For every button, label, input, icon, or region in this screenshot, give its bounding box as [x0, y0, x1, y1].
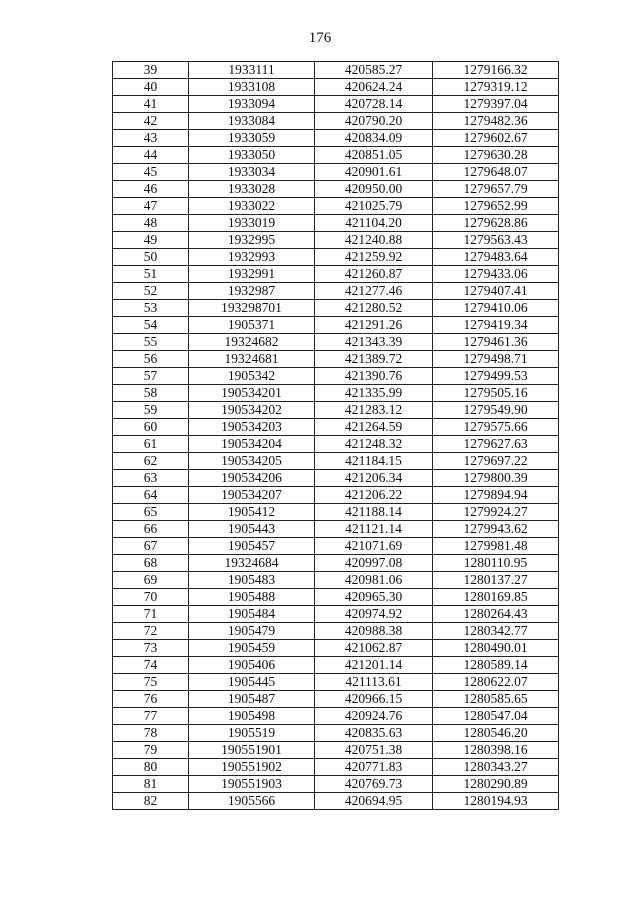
y-coordinate-cell: 1279419.34: [433, 317, 559, 334]
point-id-cell: 190534202: [189, 402, 315, 419]
point-id-cell: 1933022: [189, 198, 315, 215]
y-coordinate-cell: 1279461.36: [433, 334, 559, 351]
row-index-cell: 57: [113, 368, 189, 385]
x-coordinate-cell: 420924.76: [315, 708, 433, 725]
table-row: [113, 691, 559, 708]
x-coordinate-cell: 420771.83: [315, 759, 433, 776]
x-coordinate-cell: 421280.52: [315, 300, 433, 317]
table-row: [113, 470, 559, 487]
y-coordinate-cell: 1279499.53: [433, 368, 559, 385]
y-coordinate-cell: 1279498.71: [433, 351, 559, 368]
point-id-cell: 190534207: [189, 487, 315, 504]
point-id-cell: 1905498: [189, 708, 315, 725]
table-row: [113, 62, 559, 79]
x-coordinate-cell: 421201.14: [315, 657, 433, 674]
table-row: [113, 572, 559, 589]
point-id-cell: 1933019: [189, 215, 315, 232]
point-id-cell: 1905406: [189, 657, 315, 674]
point-id-cell: 190534205: [189, 453, 315, 470]
row-index-cell: 56: [113, 351, 189, 368]
row-index-cell: 67: [113, 538, 189, 555]
table-row: [113, 640, 559, 657]
y-coordinate-cell: 1279697.22: [433, 453, 559, 470]
row-index-cell: 82: [113, 793, 189, 810]
point-id-cell: 1905457: [189, 538, 315, 555]
y-coordinate-cell: 1280547.04: [433, 708, 559, 725]
x-coordinate-cell: 420851.05: [315, 147, 433, 164]
row-index-cell: 65: [113, 504, 189, 521]
table-row: [113, 249, 559, 266]
x-coordinate-cell: 421264.59: [315, 419, 433, 436]
x-coordinate-cell: 420769.73: [315, 776, 433, 793]
table-row: [113, 232, 559, 249]
table-row: [113, 181, 559, 198]
x-coordinate-cell: 420965.30: [315, 589, 433, 606]
y-coordinate-cell: 1279483.64: [433, 249, 559, 266]
y-coordinate-cell: 1280290.89: [433, 776, 559, 793]
y-coordinate-cell: 1280169.85: [433, 589, 559, 606]
x-coordinate-cell: 420988.38: [315, 623, 433, 640]
table-row: [113, 504, 559, 521]
row-index-cell: 54: [113, 317, 189, 334]
x-coordinate-cell: 421104.20: [315, 215, 433, 232]
table-row: [113, 96, 559, 113]
y-coordinate-cell: 1280343.27: [433, 759, 559, 776]
point-id-cell: 1905484: [189, 606, 315, 623]
y-coordinate-cell: 1279627.63: [433, 436, 559, 453]
row-index-cell: 46: [113, 181, 189, 198]
y-coordinate-cell: 1279166.32: [433, 62, 559, 79]
row-index-cell: 71: [113, 606, 189, 623]
x-coordinate-cell: 421390.76: [315, 368, 433, 385]
table-row: [113, 521, 559, 538]
table-row: [113, 793, 559, 810]
y-coordinate-cell: 1279407.41: [433, 283, 559, 300]
y-coordinate-cell: 1279575.66: [433, 419, 559, 436]
point-id-cell: 1905479: [189, 623, 315, 640]
row-index-cell: 45: [113, 164, 189, 181]
point-id-cell: 1905488: [189, 589, 315, 606]
y-coordinate-cell: 1279628.86: [433, 215, 559, 232]
row-index-cell: 40: [113, 79, 189, 96]
table-row: [113, 215, 559, 232]
table-row: [113, 589, 559, 606]
x-coordinate-cell: 421113.61: [315, 674, 433, 691]
table-row: [113, 283, 559, 300]
row-index-cell: 78: [113, 725, 189, 742]
table-row: [113, 164, 559, 181]
x-coordinate-cell: 421260.87: [315, 266, 433, 283]
row-index-cell: 53: [113, 300, 189, 317]
x-coordinate-cell: 421188.14: [315, 504, 433, 521]
point-id-cell: 193298701: [189, 300, 315, 317]
table-row: [113, 79, 559, 96]
row-index-cell: 39: [113, 62, 189, 79]
x-coordinate-cell: 420950.00: [315, 181, 433, 198]
point-id-cell: 190534201: [189, 385, 315, 402]
x-coordinate-cell: 421389.72: [315, 351, 433, 368]
table-row: [113, 385, 559, 402]
table-row: [113, 130, 559, 147]
point-id-cell: 1933111: [189, 62, 315, 79]
table-row: [113, 657, 559, 674]
x-coordinate-cell: 421335.99: [315, 385, 433, 402]
y-coordinate-cell: 1280490.01: [433, 640, 559, 657]
y-coordinate-cell: 1279924.27: [433, 504, 559, 521]
x-coordinate-cell: 421062.87: [315, 640, 433, 657]
table-row: [113, 674, 559, 691]
point-id-cell: 1932993: [189, 249, 315, 266]
x-coordinate-cell: 421025.79: [315, 198, 433, 215]
x-coordinate-cell: 421283.12: [315, 402, 433, 419]
row-index-cell: 76: [113, 691, 189, 708]
point-id-cell: 1905459: [189, 640, 315, 657]
x-coordinate-cell: 420751.38: [315, 742, 433, 759]
table-row: [113, 436, 559, 453]
y-coordinate-cell: 1280110.95: [433, 555, 559, 572]
row-index-cell: 77: [113, 708, 189, 725]
y-coordinate-cell: 1279657.79: [433, 181, 559, 198]
table-row: [113, 368, 559, 385]
point-id-cell: 1905342: [189, 368, 315, 385]
table-row: [113, 487, 559, 504]
x-coordinate-cell: 420624.24: [315, 79, 433, 96]
x-coordinate-cell: 421248.32: [315, 436, 433, 453]
table-row: [113, 538, 559, 555]
row-index-cell: 70: [113, 589, 189, 606]
y-coordinate-cell: 1279505.16: [433, 385, 559, 402]
table-row: [113, 198, 559, 215]
x-coordinate-cell: 421291.26: [315, 317, 433, 334]
point-id-cell: 1932995: [189, 232, 315, 249]
y-coordinate-cell: 1280194.93: [433, 793, 559, 810]
x-coordinate-cell: 421259.92: [315, 249, 433, 266]
y-coordinate-cell: 1279397.04: [433, 96, 559, 113]
row-index-cell: 75: [113, 674, 189, 691]
point-id-cell: 1905371: [189, 317, 315, 334]
point-id-cell: 1933034: [189, 164, 315, 181]
coordinate-table: [112, 61, 559, 810]
y-coordinate-cell: 1280585.65: [433, 691, 559, 708]
row-index-cell: 51: [113, 266, 189, 283]
x-coordinate-cell: 420974.92: [315, 606, 433, 623]
x-coordinate-cell: 421240.88: [315, 232, 433, 249]
y-coordinate-cell: 1279482.36: [433, 113, 559, 130]
row-index-cell: 62: [113, 453, 189, 470]
point-id-cell: 19324684: [189, 555, 315, 572]
row-index-cell: 69: [113, 572, 189, 589]
table-row: [113, 351, 559, 368]
x-coordinate-cell: 420997.08: [315, 555, 433, 572]
y-coordinate-cell: 1279549.90: [433, 402, 559, 419]
y-coordinate-cell: 1280137.27: [433, 572, 559, 589]
row-index-cell: 60: [113, 419, 189, 436]
row-index-cell: 49: [113, 232, 189, 249]
x-coordinate-cell: 420834.09: [315, 130, 433, 147]
y-coordinate-cell: 1279563.43: [433, 232, 559, 249]
y-coordinate-cell: 1279943.62: [433, 521, 559, 538]
point-id-cell: 190534206: [189, 470, 315, 487]
point-id-cell: 19324681: [189, 351, 315, 368]
point-id-cell: 1905519: [189, 725, 315, 742]
point-id-cell: 1905412: [189, 504, 315, 521]
row-index-cell: 59: [113, 402, 189, 419]
row-index-cell: 66: [113, 521, 189, 538]
point-id-cell: 1933050: [189, 147, 315, 164]
x-coordinate-cell: 420901.61: [315, 164, 433, 181]
row-index-cell: 61: [113, 436, 189, 453]
coordinate-table-body: [113, 62, 559, 810]
table-row: [113, 623, 559, 640]
y-coordinate-cell: 1279648.07: [433, 164, 559, 181]
x-coordinate-cell: 420790.20: [315, 113, 433, 130]
x-coordinate-cell: 421343.39: [315, 334, 433, 351]
table-row: [113, 725, 559, 742]
point-id-cell: 190551903: [189, 776, 315, 793]
table-row: [113, 266, 559, 283]
x-coordinate-cell: 420728.14: [315, 96, 433, 113]
table-row: [113, 555, 559, 572]
row-index-cell: 72: [113, 623, 189, 640]
point-id-cell: 190534203: [189, 419, 315, 436]
y-coordinate-cell: 1279800.39: [433, 470, 559, 487]
x-coordinate-cell: 420981.06: [315, 572, 433, 589]
row-index-cell: 52: [113, 283, 189, 300]
row-index-cell: 79: [113, 742, 189, 759]
row-index-cell: 81: [113, 776, 189, 793]
point-id-cell: 1933094: [189, 96, 315, 113]
point-id-cell: 1933108: [189, 79, 315, 96]
table-row: [113, 742, 559, 759]
table-row: [113, 113, 559, 130]
y-coordinate-cell: 1280622.07: [433, 674, 559, 691]
point-id-cell: 1905566: [189, 793, 315, 810]
x-coordinate-cell: 420966.15: [315, 691, 433, 708]
y-coordinate-cell: 1280546.20: [433, 725, 559, 742]
table-row: [113, 419, 559, 436]
point-id-cell: 190534204: [189, 436, 315, 453]
table-row: [113, 453, 559, 470]
table-row: [113, 776, 559, 793]
y-coordinate-cell: 1280264.43: [433, 606, 559, 623]
y-coordinate-cell: 1280342.77: [433, 623, 559, 640]
table-row: [113, 708, 559, 725]
point-id-cell: 1905445: [189, 674, 315, 691]
row-index-cell: 50: [113, 249, 189, 266]
point-id-cell: 19324682: [189, 334, 315, 351]
x-coordinate-cell: 421206.22: [315, 487, 433, 504]
row-index-cell: 55: [113, 334, 189, 351]
x-coordinate-cell: 420835.63: [315, 725, 433, 742]
point-id-cell: 190551902: [189, 759, 315, 776]
point-id-cell: 1905483: [189, 572, 315, 589]
table-row: [113, 147, 559, 164]
row-index-cell: 73: [113, 640, 189, 657]
point-id-cell: 1933028: [189, 181, 315, 198]
y-coordinate-cell: 1279652.99: [433, 198, 559, 215]
point-id-cell: 1905443: [189, 521, 315, 538]
point-id-cell: 1933059: [189, 130, 315, 147]
row-index-cell: 41: [113, 96, 189, 113]
row-index-cell: 64: [113, 487, 189, 504]
y-coordinate-cell: 1279630.28: [433, 147, 559, 164]
row-index-cell: 48: [113, 215, 189, 232]
point-id-cell: 190551901: [189, 742, 315, 759]
point-id-cell: 1905487: [189, 691, 315, 708]
y-coordinate-cell: 1279894.94: [433, 487, 559, 504]
table-row: [113, 759, 559, 776]
row-index-cell: 74: [113, 657, 189, 674]
y-coordinate-cell: 1280398.16: [433, 742, 559, 759]
x-coordinate-cell: 421121.14: [315, 521, 433, 538]
table-row: [113, 402, 559, 419]
row-index-cell: 68: [113, 555, 189, 572]
row-index-cell: 44: [113, 147, 189, 164]
row-index-cell: 58: [113, 385, 189, 402]
x-coordinate-cell: 421277.46: [315, 283, 433, 300]
x-coordinate-cell: 420694.95: [315, 793, 433, 810]
row-index-cell: 80: [113, 759, 189, 776]
point-id-cell: 1932987: [189, 283, 315, 300]
y-coordinate-cell: 1279319.12: [433, 79, 559, 96]
row-index-cell: 43: [113, 130, 189, 147]
x-coordinate-cell: 421184.15: [315, 453, 433, 470]
table-row: [113, 300, 559, 317]
y-coordinate-cell: 1279981.48: [433, 538, 559, 555]
y-coordinate-cell: 1279602.67: [433, 130, 559, 147]
y-coordinate-cell: 1279410.06: [433, 300, 559, 317]
table-row: [113, 334, 559, 351]
x-coordinate-cell: 420585.27: [315, 62, 433, 79]
table-row: [113, 606, 559, 623]
row-index-cell: 47: [113, 198, 189, 215]
x-coordinate-cell: 421071.69: [315, 538, 433, 555]
y-coordinate-cell: 1279433.06: [433, 266, 559, 283]
point-id-cell: 1933084: [189, 113, 315, 130]
row-index-cell: 63: [113, 470, 189, 487]
page-number: 176: [308, 30, 332, 46]
x-coordinate-cell: 421206.34: [315, 470, 433, 487]
row-index-cell: 42: [113, 113, 189, 130]
table-row: [113, 317, 559, 334]
point-id-cell: 1932991: [189, 266, 315, 283]
y-coordinate-cell: 1280589.14: [433, 657, 559, 674]
